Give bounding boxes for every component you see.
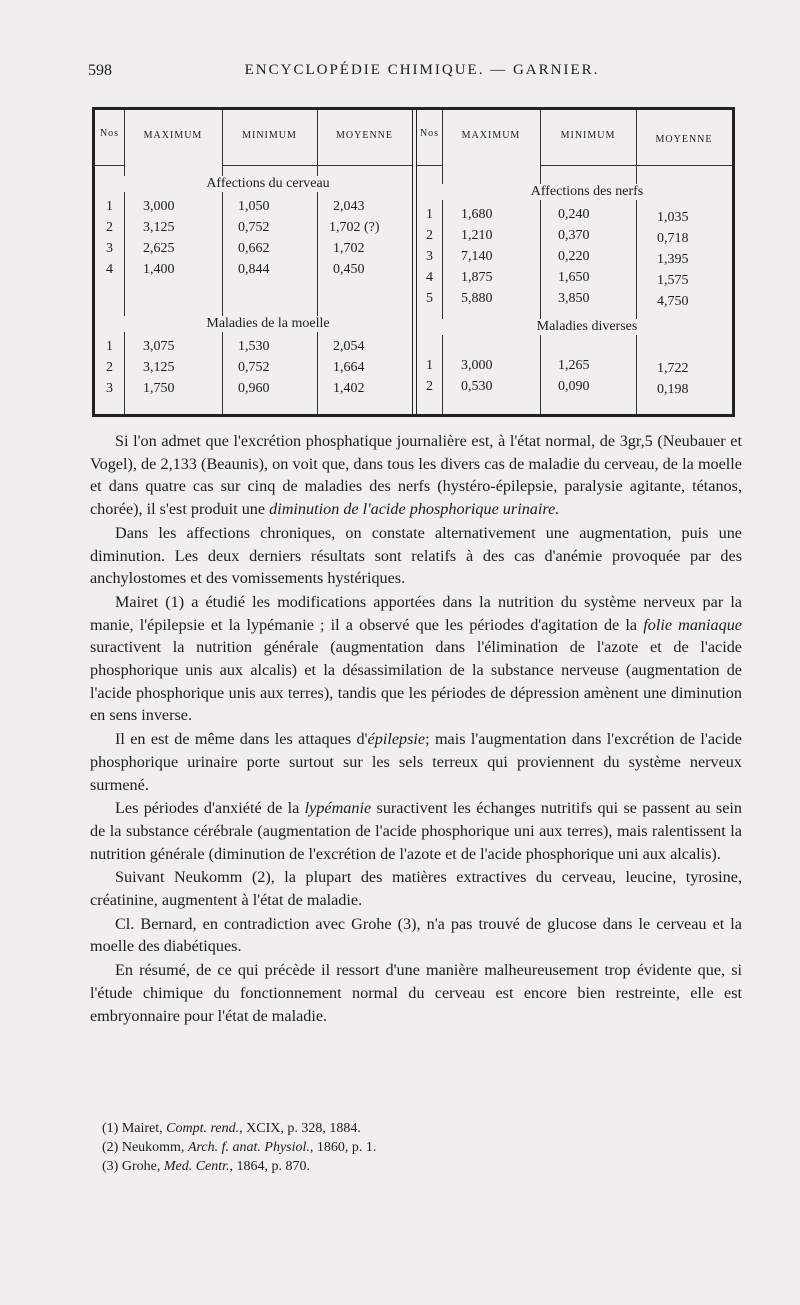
col-header-maximum: MAXIMUM <box>461 130 521 141</box>
text-run: ; mais l'augmentation dans l'excrétion de l'acide phosphorique urinaire porte surtout sur les sels terreux qui proviennent du système nerveux surmené. <box>90 730 742 794</box>
paragraph: En résumé, de ce qui précède il ressort d'une manière malheureusement trop évidente que, si l'étude chimique du fonctionnement normal du cerveau est encore bien restreinte, elle est embryonnaire pour l'état de maladie. <box>90 961 742 1025</box>
table-cell: 0,960 <box>238 381 270 396</box>
paragraph: Suivant Neukomm (2), la plupart des matières extractives du cerveau, leucine, tyrosine, créatinine, augmentent à l'état de maladie. <box>90 868 742 910</box>
text-run: , 1860, p. 1. <box>309 1140 377 1155</box>
table-cell: 1,265 <box>558 358 590 373</box>
footnote <box>102 1157 742 1176</box>
table-cell: 3 <box>426 249 433 264</box>
table-cell: 1,575 <box>657 273 689 288</box>
table-cell: 1,402 <box>333 381 365 396</box>
table-cell: 1,750 <box>143 381 175 396</box>
paragraph: Cl. Bernard, en contradiction avec Grohe (3), n'a pas trouvé de glucose dans le cerveau et la moelle des diabétiques. <box>90 914 742 956</box>
table-cell: 3,125 <box>143 220 175 235</box>
table-cell: 3 <box>106 381 113 396</box>
table-cell: 0,718 <box>657 231 689 246</box>
paragraph <box>90 797 742 865</box>
table-cell: 0,220 <box>558 249 590 264</box>
table-cell: 1,664 <box>333 360 365 375</box>
footnote <box>102 1119 742 1138</box>
text-run: suractivent la nutrition générale (augmentation dans l'élimination de l'azote et de l'acide phosphorique unis aux alcalis) et la désassimilation de la substance nerveuse (augmentation de l'acide phosphorique unis aux terres), tandis que les périodes de dépression amènent une diminution en sens inverse. <box>90 638 742 725</box>
table-cell: 4 <box>426 270 433 285</box>
col-header-moyenne: MOYENNE <box>655 134 713 145</box>
paragraph <box>90 728 742 796</box>
table-cell: 1,395 <box>657 252 689 267</box>
page-number: 598 <box>88 62 112 79</box>
table-cell: 1,035 <box>657 210 689 225</box>
table-cell: 1 <box>106 339 113 354</box>
col-header-nos: Nos <box>99 128 120 139</box>
table-cell: 3,850 <box>558 291 590 306</box>
table-cell: 0,752 <box>238 360 270 375</box>
table-cell: 2 <box>426 228 433 243</box>
text-run: Mairet, <box>118 1121 167 1136</box>
text-run: suractivent les échanges nutritifs qui se passent au sein de la substance cérébrale (augmentation de l'acide phosphorique uni aux terres), mais ralentissent la nutrition générale (diminution de l'excrétion de l'azote et de l'acide phosphorique uni aux alcalis). <box>90 799 742 863</box>
section-title: Affections du cerveau <box>124 176 412 192</box>
table-cell: 2 <box>426 379 433 394</box>
paragraph: Dans les affections chroniques, on constate alternativement une augmentation, puis une diminution. Les deux derniers résultats sont relatifs à des cas d'anémie provoquée par des anchylostomes et des vomissements hystériques. <box>90 523 742 588</box>
footnotes <box>102 1119 742 1176</box>
emphasis-text: Compt. rend. <box>166 1121 240 1136</box>
text-run: Mairet (1) a étudié les modifications apportées dans la nutrition du système nerveux par la manie, l'épilepsie et la lypémanie ; il a observé que les périodes d'agitation de la <box>90 592 742 634</box>
emphasis-text: diminution de l'acide phosphorique urinaire. <box>269 500 560 519</box>
table-cell: 1 <box>106 199 113 214</box>
text-run: Les périodes d'anxiété de la <box>115 799 305 818</box>
table-cell: 1,650 <box>558 270 590 285</box>
table-cell: 0,090 <box>558 379 590 394</box>
table-cell: 1,530 <box>238 339 270 354</box>
emphasis-text: lypémanie <box>304 799 372 818</box>
table-cell: 5,880 <box>461 291 493 306</box>
body-text <box>90 430 742 1028</box>
table-cell: 2 <box>106 220 113 235</box>
table-right-half <box>417 110 732 414</box>
text-run: , 1864, p. 870. <box>229 1159 311 1174</box>
table-cell: 0,450 <box>333 262 365 277</box>
section-title: Maladies diverses <box>442 319 732 335</box>
col-header-minimum: MINIMUM <box>560 130 616 141</box>
text-run: Grohe, <box>118 1159 164 1174</box>
table-cell: 2,054 <box>333 339 365 354</box>
footnote-number: (1) <box>102 1121 119 1136</box>
table-cell: 0,370 <box>558 228 590 243</box>
text-run: Neukomm, <box>118 1140 188 1155</box>
table-cell: 0,240 <box>558 207 590 222</box>
table-cell: 1,722 <box>657 361 689 376</box>
col-header-nos: Nos <box>419 128 440 139</box>
footnote-number: (3) <box>102 1159 119 1174</box>
table-cell: 2,625 <box>143 241 175 256</box>
col-header-minimum: MINIMUM <box>242 130 297 141</box>
text-run: Il en est de même dans les attaques d' <box>115 730 368 749</box>
table-cell: 1,210 <box>461 228 493 243</box>
table-cell: 3 <box>106 241 113 256</box>
table-cell: 2,043 <box>333 199 365 214</box>
table-cell: 1,875 <box>461 270 493 285</box>
section-title: Maladies de la moelle <box>124 316 412 332</box>
table-cell: 1 <box>426 207 433 222</box>
table-cell: 0,198 <box>657 382 689 397</box>
table-cell: 5 <box>426 291 433 306</box>
table-cell: 2 <box>106 360 113 375</box>
table-cell: 4 <box>106 262 113 277</box>
col-header-moyenne: MOYENNE <box>336 130 393 141</box>
table-cell: 4,750 <box>657 294 689 309</box>
text-run: Si l'on admet que l'excrétion phosphatique journalière est, à l'état normal, de 3gr,5 (Neubauer et Vogel), de 2,133 (Beaunis), on voit que, dans tous les divers cas de maladie du cerveau, de la moelle et dans quatre cas sur cinq de maladies des nerfs (hystéro-épilepsie, paralysie agitante, tétanos, chorée), il s'est produit une <box>90 432 742 519</box>
emphasis-text: folie maniaque <box>643 615 742 634</box>
table-cell: 3,075 <box>143 339 175 354</box>
table-cell: 3,000 <box>143 199 175 214</box>
table-cell: 0,662 <box>238 241 270 256</box>
col-header-maximum: MAXIMUM <box>143 130 203 141</box>
paragraph <box>90 591 742 727</box>
text-run: , XCIX, p. 328, 1884. <box>239 1121 361 1136</box>
emphasis-text: Med. Centr. <box>163 1159 230 1174</box>
section-title: Affections des nerfs <box>442 184 732 200</box>
data-table <box>92 107 735 417</box>
table-cell: 7,140 <box>461 249 493 264</box>
emphasis-text: Arch. f. anat. Physiol. <box>187 1140 310 1155</box>
footnote-number: (2) <box>102 1140 119 1155</box>
table-left-half <box>95 110 412 414</box>
emphasis-text: épilepsie <box>367 730 426 749</box>
page-header <box>88 62 756 88</box>
paragraph <box>90 430 742 521</box>
footnote <box>102 1138 742 1157</box>
table-cell: 1 <box>426 358 433 373</box>
table-cell: 0,844 <box>238 262 270 277</box>
table-cell: 3,000 <box>461 358 493 373</box>
table-cell: 1,680 <box>461 207 493 222</box>
running-title: ENCYCLOPÉDIE CHIMIQUE. — GARNIER. <box>244 62 600 78</box>
table-cell: 1,702 (?) <box>329 220 380 235</box>
table-cell: 1,050 <box>238 199 270 214</box>
table-cell: 0,752 <box>238 220 270 235</box>
table-cell: 1,400 <box>143 262 175 277</box>
table-cell: 0,530 <box>461 379 493 394</box>
table-cell: 1,702 <box>333 241 365 256</box>
table-cell: 3,125 <box>143 360 175 375</box>
